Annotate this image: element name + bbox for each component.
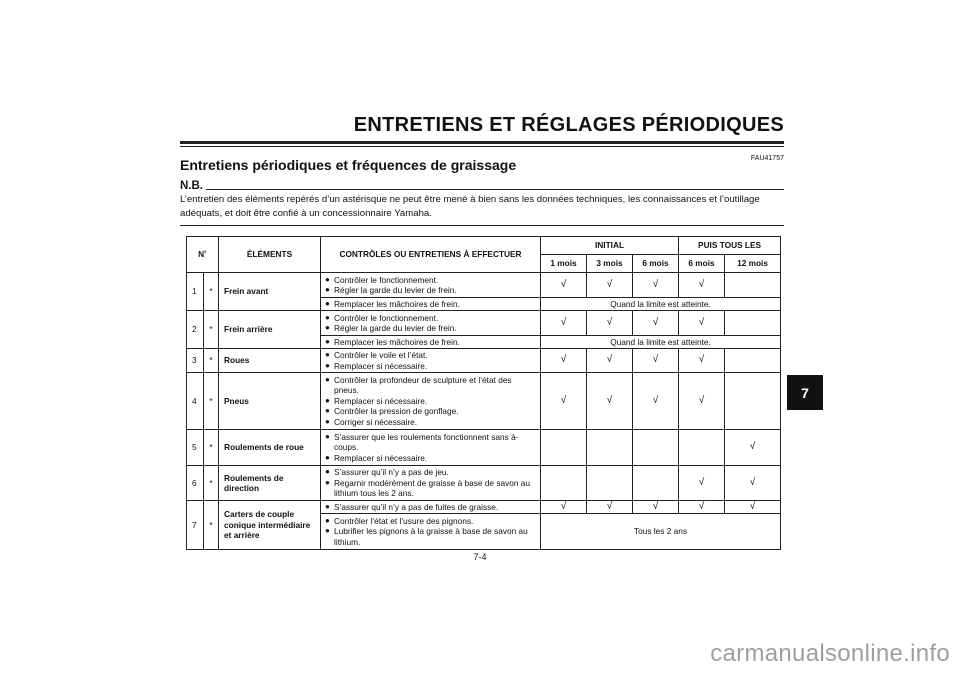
row-number: 1 bbox=[187, 273, 204, 311]
check-mark: √ bbox=[679, 373, 725, 430]
table-row bbox=[187, 273, 781, 298]
list-item: ● Contrôler la pression de gonflage. bbox=[325, 406, 459, 417]
empty-cell bbox=[725, 311, 781, 336]
row-controls bbox=[321, 466, 541, 501]
bullet-icon: ● bbox=[325, 374, 330, 384]
row-controls bbox=[321, 373, 541, 430]
list-item: ● Régler la garde du levier de frein. bbox=[325, 323, 457, 333]
bullet-icon: ● bbox=[325, 467, 330, 477]
header-no: N˚ bbox=[187, 237, 219, 273]
list-item: ● S’assurer que les roulements fonctionnent sans à-coups. bbox=[325, 431, 519, 453]
empty-cell bbox=[587, 466, 633, 501]
list-item: ● Contrôler le voile et l’état. bbox=[325, 350, 428, 360]
asterisk-mark: * bbox=[204, 311, 219, 349]
empty-cell bbox=[633, 466, 679, 501]
page-number: 7-4 bbox=[473, 552, 487, 562]
bullet-icon: ● bbox=[325, 477, 330, 487]
check-mark: √ bbox=[587, 273, 633, 298]
interval-text: Quand la limite est atteinte. bbox=[541, 298, 781, 311]
interval-text: Quand la limite est atteinte. bbox=[541, 336, 781, 349]
table-row bbox=[187, 349, 781, 373]
check-mark: √ bbox=[725, 430, 781, 466]
row-element: Roues bbox=[219, 349, 321, 373]
table-row bbox=[187, 311, 781, 336]
check-mark: √ bbox=[587, 501, 633, 514]
bullet-icon: ● bbox=[325, 312, 330, 322]
asterisk-mark: * bbox=[204, 349, 219, 373]
check-mark: √ bbox=[679, 501, 725, 514]
check-mark: √ bbox=[679, 466, 725, 501]
empty-cell bbox=[725, 273, 781, 298]
list-item: ● Regarnir modérément de graisse à base de savon au lithium tous les 2 ans. bbox=[325, 477, 531, 499]
row-controls bbox=[321, 514, 541, 550]
check-mark: √ bbox=[633, 273, 679, 298]
list-item: ● S’assurer qu’il n’y a pas de fuites de graisse. bbox=[325, 501, 499, 512]
check-mark: √ bbox=[587, 349, 633, 373]
asterisk-mark: * bbox=[204, 466, 219, 501]
note-rule bbox=[206, 189, 784, 190]
row-controls bbox=[321, 501, 541, 514]
check-mark: √ bbox=[725, 501, 781, 514]
header-3-months: 3 mois bbox=[587, 255, 633, 273]
row-number: 2 bbox=[187, 311, 204, 349]
asterisk-mark: * bbox=[204, 273, 219, 311]
list-item: ● Remplacer les mâchoires de frein. bbox=[325, 336, 460, 347]
bullet-icon: ● bbox=[325, 323, 330, 332]
bullet-icon: ● bbox=[325, 298, 330, 308]
header-6-months-every: 6 mois bbox=[679, 255, 725, 273]
asterisk-mark: * bbox=[204, 373, 219, 430]
check-mark: √ bbox=[541, 273, 587, 298]
header-initial: INITIAL bbox=[541, 237, 679, 255]
empty-cell bbox=[587, 430, 633, 466]
bullet-icon: ● bbox=[325, 431, 330, 441]
row-number: 7 bbox=[187, 501, 204, 550]
bullet-icon: ● bbox=[325, 515, 330, 525]
check-mark: √ bbox=[587, 373, 633, 430]
row-controls bbox=[321, 311, 541, 336]
list-item: ● Contrôler la profondeur de sculpture et l’état des pneus. bbox=[325, 374, 512, 396]
row-controls bbox=[321, 336, 541, 349]
list-item: ● Corriger si nécessaire. bbox=[325, 416, 418, 427]
bullet-icon: ● bbox=[325, 285, 330, 294]
bullet-icon: ● bbox=[325, 336, 330, 346]
list-item: ● Remplacer les mâchoires de frein. bbox=[325, 298, 460, 309]
maintenance-table bbox=[186, 236, 781, 550]
row-element: Carters de couple conique intermédiaire et arrière bbox=[219, 501, 321, 550]
header-1-month: 1 mois bbox=[541, 255, 587, 273]
header-every: PUIS TOUS LES bbox=[679, 237, 781, 255]
note-text: L’entretien des éléments repérés d’un astérisque ne peut être mené à bien sans les données techniques, les connaissances et l’outillage adéquats, et doit être confié à un concessionnaire Yamaha. bbox=[180, 194, 760, 219]
empty-cell bbox=[725, 373, 781, 430]
table-row bbox=[187, 466, 781, 501]
check-mark: √ bbox=[541, 311, 587, 336]
bullet-icon: ● bbox=[325, 360, 330, 370]
section-title: Entretiens périodiques et fréquences de graissage bbox=[180, 157, 517, 173]
row-number: 5 bbox=[187, 430, 204, 466]
bullet-icon: ● bbox=[325, 350, 330, 359]
bullet-icon: ● bbox=[325, 501, 330, 511]
header-controls: CONTRÔLES OU ENTRETIENS À EFFECTUER bbox=[321, 237, 541, 273]
bullet-icon: ● bbox=[325, 406, 330, 416]
asterisk-mark: * bbox=[204, 501, 219, 550]
list-item: ● Contrôler le fonctionnement. bbox=[325, 312, 439, 323]
check-mark: √ bbox=[679, 349, 725, 373]
row-element: Pneus bbox=[219, 373, 321, 430]
table-row bbox=[187, 501, 781, 514]
list-item: ● Régler la garde du levier de frein. bbox=[325, 285, 457, 295]
empty-cell bbox=[541, 466, 587, 501]
row-element: Roulements de roue bbox=[219, 430, 321, 466]
bullet-icon: ● bbox=[325, 526, 330, 536]
table-row bbox=[187, 373, 781, 430]
row-number: 6 bbox=[187, 466, 204, 501]
empty-cell bbox=[679, 430, 725, 466]
list-item: ● Remplacer si nécessaire. bbox=[325, 360, 428, 371]
empty-cell bbox=[633, 430, 679, 466]
asterisk-mark: * bbox=[204, 430, 219, 466]
header-elements: ÉLÉMENTS bbox=[219, 237, 321, 273]
row-controls bbox=[321, 273, 541, 298]
header-12-months-every: 12 mois bbox=[725, 255, 781, 273]
row-controls bbox=[321, 298, 541, 311]
chapter-tab: 7 bbox=[787, 375, 823, 410]
check-mark: √ bbox=[633, 373, 679, 430]
note-label: N.B. bbox=[180, 180, 203, 192]
note-rule-bottom bbox=[180, 225, 784, 226]
row-number: 4 bbox=[187, 373, 204, 430]
interval-text: Tous les 2 ans bbox=[541, 514, 781, 550]
title-rule-thin bbox=[180, 146, 784, 147]
list-item: ● S’assurer qu’il n’y a pas de jeu. bbox=[325, 467, 449, 478]
page-title: ENTRETIENS ET RÉGLAGES PÉRIODIQUES bbox=[353, 114, 784, 136]
bullet-icon: ● bbox=[325, 395, 330, 405]
watermark: carmanualsonline.info bbox=[710, 640, 950, 667]
header-6-months-initial: 6 mois bbox=[633, 255, 679, 273]
empty-cell bbox=[541, 430, 587, 466]
list-item: ● Remplacer si nécessaire. bbox=[325, 452, 428, 463]
check-mark: √ bbox=[633, 501, 679, 514]
reference-code: FAU41757 bbox=[750, 155, 784, 162]
check-mark: √ bbox=[633, 311, 679, 336]
check-mark: √ bbox=[541, 501, 587, 514]
check-mark: √ bbox=[725, 466, 781, 501]
row-element: Frein arrière bbox=[219, 311, 321, 349]
bullet-icon: ● bbox=[325, 452, 330, 462]
bullet-icon: ● bbox=[325, 416, 330, 426]
check-mark: √ bbox=[679, 311, 725, 336]
row-controls bbox=[321, 349, 541, 373]
row-element: Roulements de direction bbox=[219, 466, 321, 501]
check-mark: √ bbox=[541, 349, 587, 373]
check-mark: √ bbox=[633, 349, 679, 373]
check-mark: √ bbox=[679, 273, 725, 298]
table-row bbox=[187, 430, 781, 466]
list-item: ● Lubrifier les pignons à la graisse à base de savon au lithium. bbox=[325, 526, 528, 547]
check-mark: √ bbox=[587, 311, 633, 336]
check-mark: √ bbox=[541, 373, 587, 430]
list-item: ● Remplacer si nécessaire. bbox=[325, 395, 428, 406]
row-number: 3 bbox=[187, 349, 204, 373]
bullet-icon: ● bbox=[325, 274, 330, 284]
list-item: ● Contrôler l’état et l’usure des pignons. bbox=[325, 515, 474, 526]
row-controls bbox=[321, 430, 541, 466]
list-item: ● Contrôler le fonctionnement. bbox=[325, 274, 439, 285]
title-rule bbox=[180, 141, 784, 144]
row-element: Frein avant bbox=[219, 273, 321, 311]
empty-cell bbox=[725, 349, 781, 373]
